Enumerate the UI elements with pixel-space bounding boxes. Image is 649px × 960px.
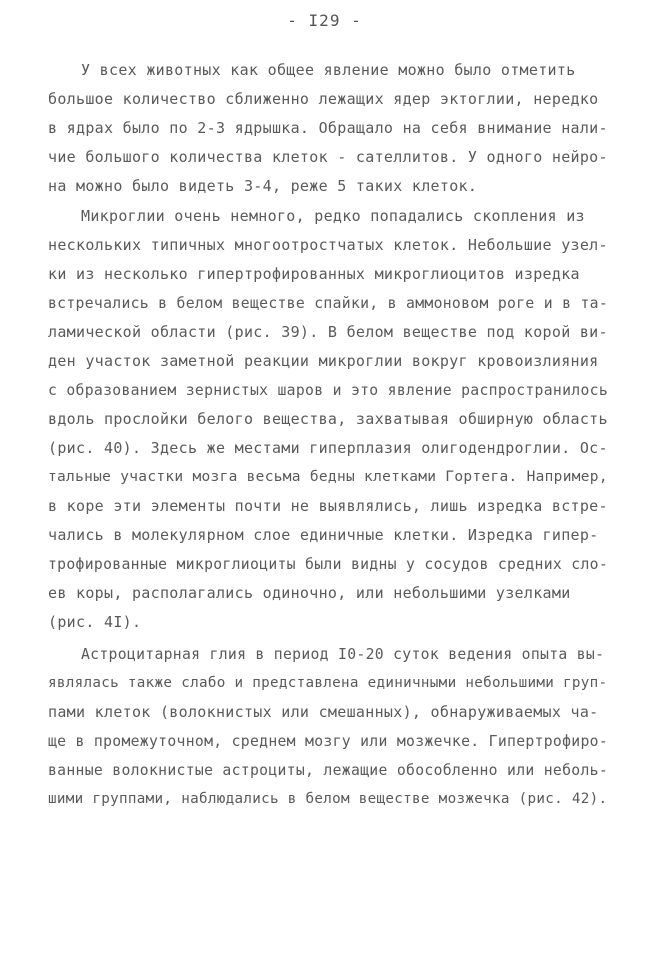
- text-line: пами клеток (волокнистых или смешанных), обнаруживаемых ча-: [48, 703, 599, 721]
- text-line: (рис. 4I).: [48, 613, 142, 631]
- text-line: в коре эти элементы почти не выявлялись, лишь изредка встре-: [48, 497, 608, 515]
- text-line: ламической области (рис. 39). В белом веществе под корой ви-: [48, 323, 608, 341]
- text-line: чались в молекулярном слое единичные клетки. Изредка гипер-: [48, 526, 599, 544]
- text-line: большое количество сближенно лежащих ядер эктоглии, нередко: [48, 90, 599, 108]
- text-line: шими группами, наблюдались в белом веществе мозжечка (рис. 42).: [48, 791, 608, 807]
- text-line: (рис. 40). Здесь же местами гиперплазия олигодендроглии. Ос-: [48, 439, 608, 457]
- text-line: с образованием зернистых шаров и это явление распространилось: [48, 382, 608, 399]
- text-line: нескольких типичных многоотростчатых клеток. Небольшие узел-: [48, 236, 608, 254]
- text-line: У всех животных как общее явление можно было отметить: [81, 61, 576, 79]
- text-line: встречались в белом веществе спайки, в аммоновом роге и в та-: [48, 295, 608, 312]
- text-line: ванные волокнистые астроциты, лежащие обособленно или неболь-: [48, 762, 608, 779]
- text-line: Астроцитарная глия в период I0-20 суток ведения опыта вы-: [81, 646, 605, 663]
- text-line: ев коры, располагались одиночно, или небольшими узелками: [48, 584, 571, 602]
- text-line: ден участок заметной реакции микроглии вокруг кровоизлияния: [48, 352, 599, 370]
- text-line: тальные участки мозга весьма бедны клетками Гортега. Например,: [48, 469, 608, 485]
- text-line: Микроглии очень немного, редко попадались скопления из: [81, 207, 585, 225]
- paragraph-3: [48, 640, 608, 814]
- text-line: вдоль прослойки белого вещества, захватывая обширную область: [48, 410, 608, 428]
- text-line: ки из несколько гипертрофированных микроглиоцитов изредка: [48, 265, 580, 283]
- text-line: чие большого количества клеток - сателлитов. У одного нейро-: [48, 148, 608, 166]
- text-line: ще в промежуточном, среднем мозгу или мозжечке. Гипертрофиро-: [48, 733, 608, 750]
- paragraph-1: [48, 56, 608, 201]
- paragraph-2: [48, 202, 608, 637]
- text-line: трофированные микроглиоциты были видны у сосудов средних сло-: [48, 556, 608, 573]
- text-line: на можно было видеть 3-4, реже 5 таких клеток.: [48, 177, 478, 195]
- text-line: в ядрах было по 2-3 ядрышка. Обращало на себя внимание нали-: [48, 119, 608, 137]
- text-line: являлась также слабо и представлена единичными небольшими груп-: [48, 675, 608, 691]
- page-number: - I29 -: [287, 11, 362, 30]
